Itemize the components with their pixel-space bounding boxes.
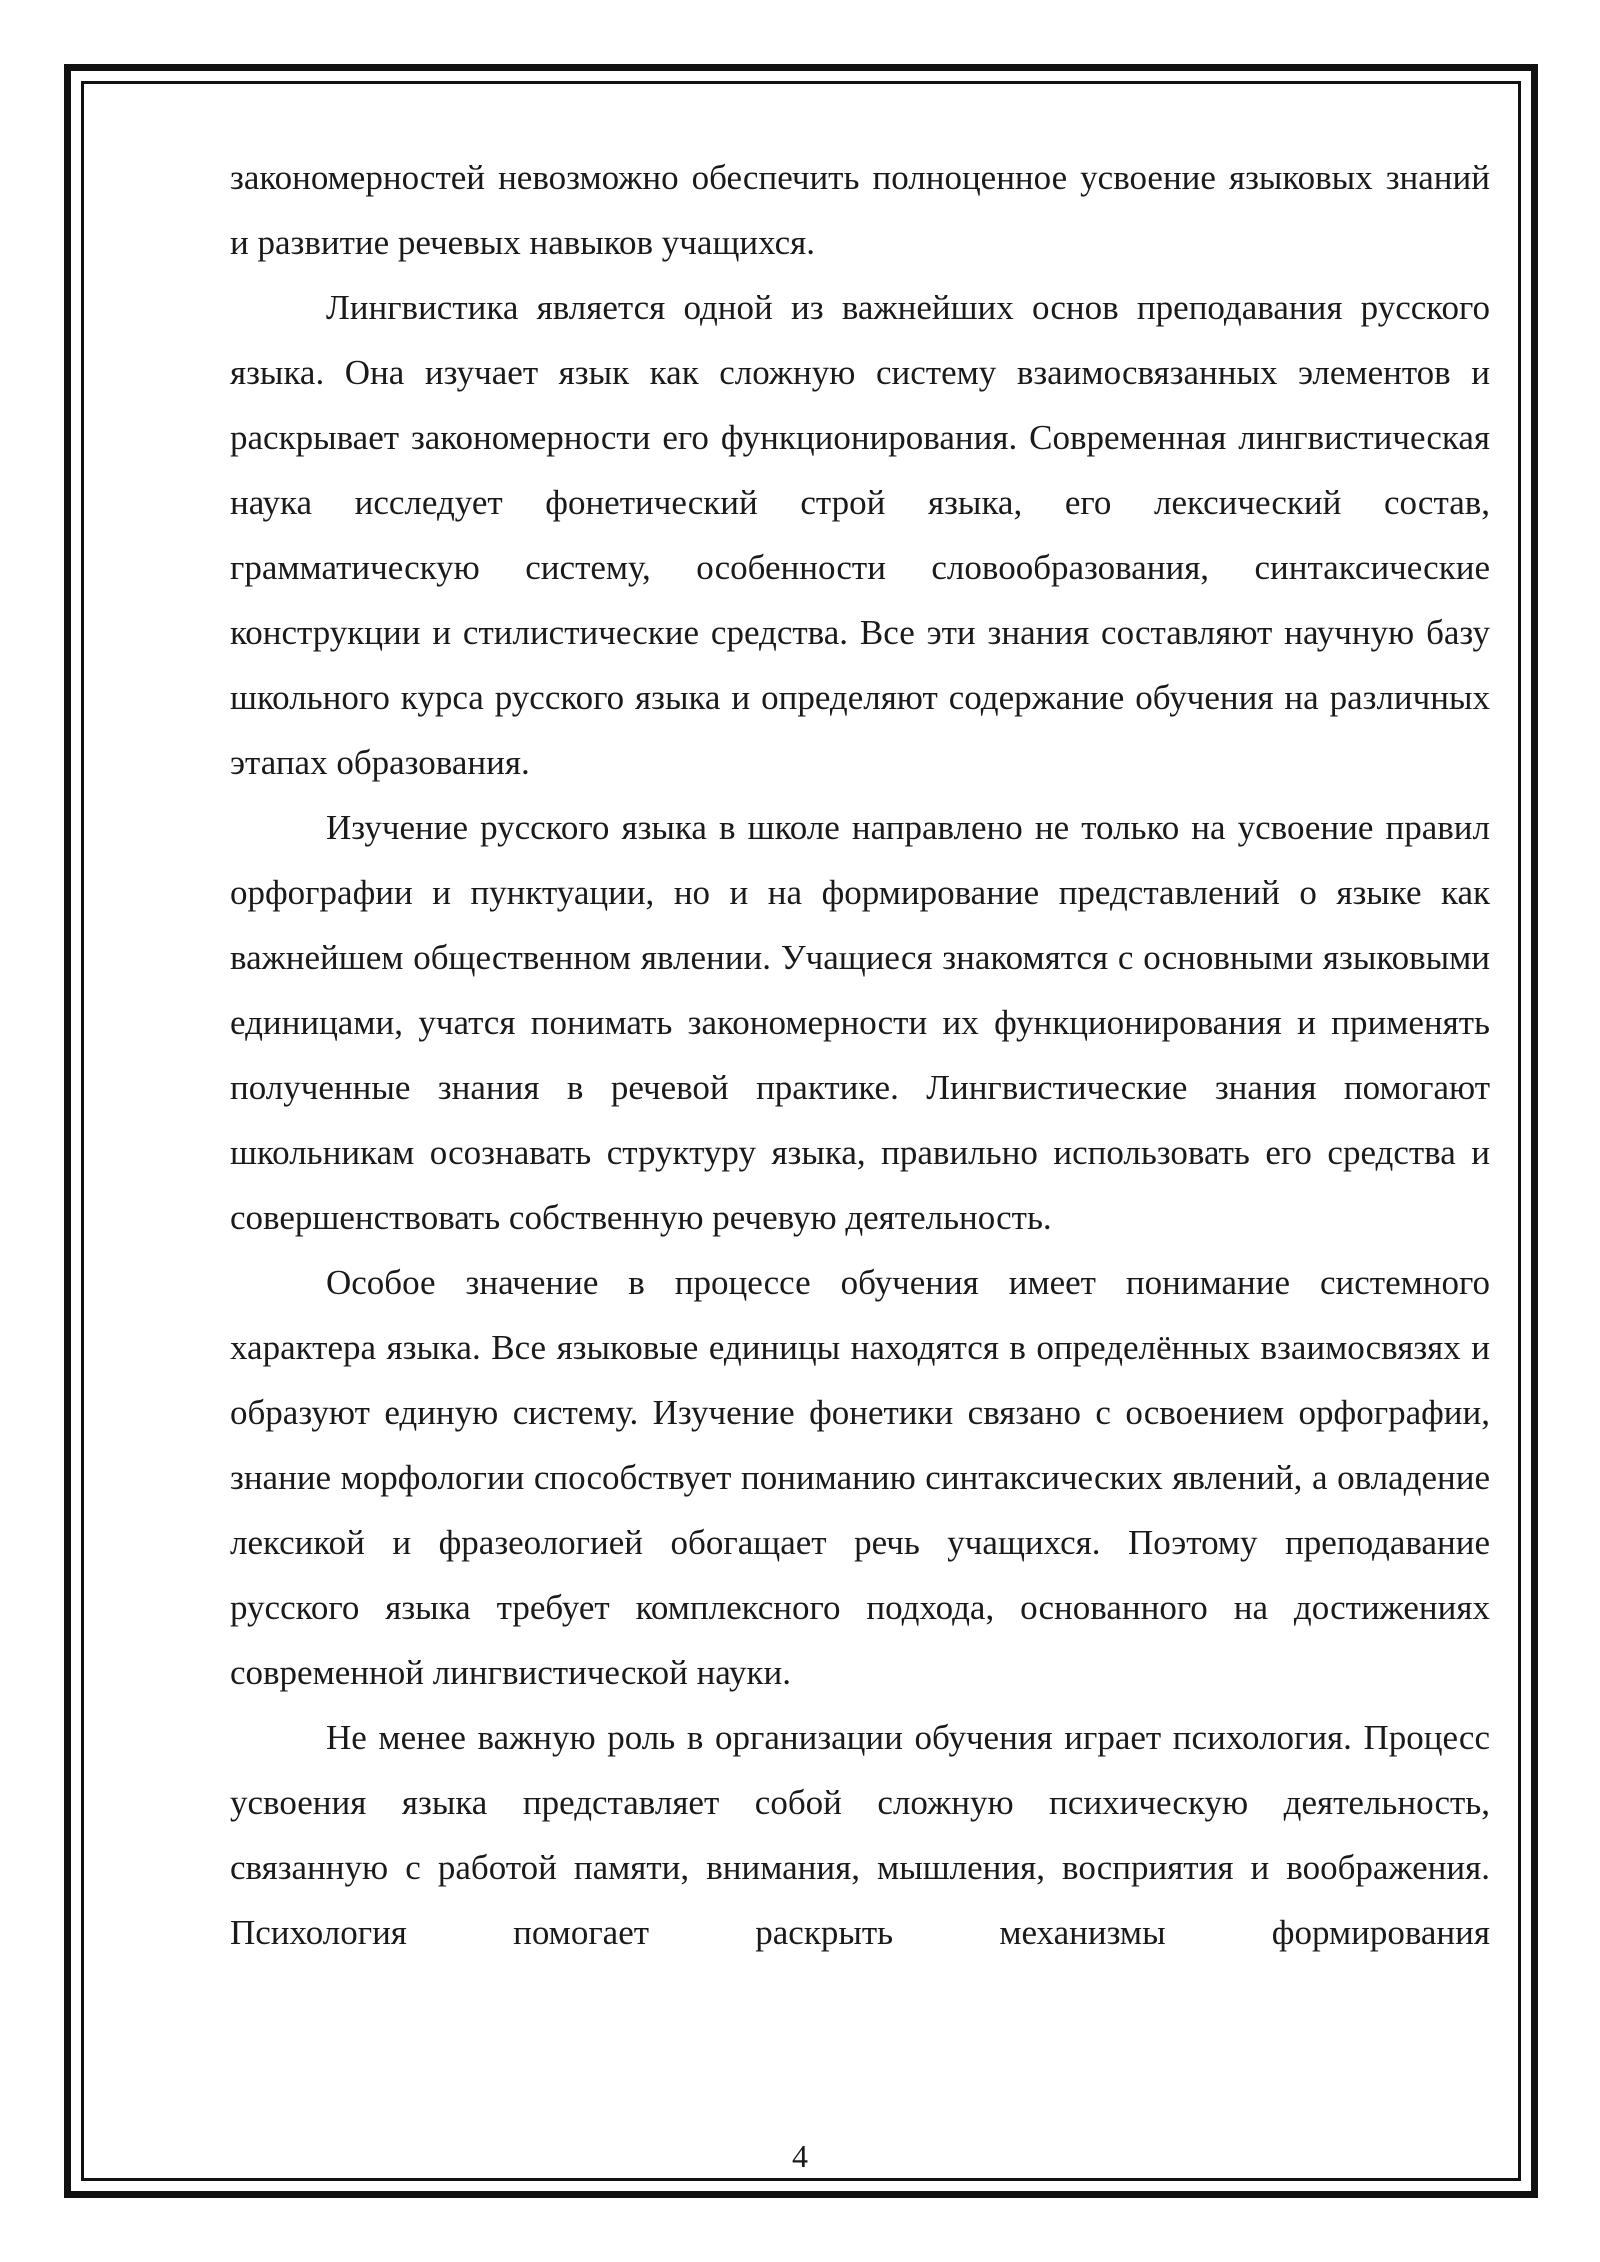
paragraph-linguistics: Лингвистика является одной из важнейших основ преподавания русского языка. Она изучает язык как сложную систему взаимосвязанных элементов и раскрывает закономерности его функционирования. Современная лингвистическая наука исследует фонетический строй языка, его лексический состав, грамматическую систему, особенности словообразования, синтаксические конструкции и стилистические средства. Все эти знания составляют научную базу школьного курса русского языка и определяют содержание обучения на различных этапах образования.: [230, 288, 1490, 782]
paragraph-psychology: Не менее важную роль в организации обучения играет психология. Процесс усвоения языка представляет собой сложную психическую деятельность, связанную с работой памяти, внимания, мышления, восприятия и воображения. Психология помогает раскрыть механизмы формирования: [230, 1718, 1490, 1952]
paragraph-school-study: Изучение русского языка в школе направлено не только на усвоение правил орфографии и пунктуации, но и на формирование представлений о языке как важнейшем общественном явлении. Учащиеся знакомятся с основными языковыми единицами, учатся понимать закономерности их функционирования и применять полученные знания в речевой практике. Лингвистические знания помогают школьникам осознавать структуру языка, правильно использовать его средства и совершенствовать собственную речевую деятельность.: [230, 808, 1490, 1237]
document-body: [230, 145, 1490, 1965]
page-number: 4: [792, 2138, 808, 2174]
paragraph-system-character: Особое значение в процессе обучения имеет понимание системного характера языка. Все языковые единицы находятся в определённых взаимосвязях и образуют единую систему. Изучение фонетики связано с освоением орфографии, знание морфологии способствует пониманию синтаксических явлений, а овладение лексикой и фразеологией обогащает речь учащихся. Поэтому преподавание русского языка требует комплексного подхода, основанного на достижениях современной лингвистической науки.: [230, 1263, 1490, 1692]
paragraph-continued: закономерностей невозможно обеспечить полноценное усвоение языковых знаний и развитие речевых навыков учащихся.: [230, 158, 1490, 262]
